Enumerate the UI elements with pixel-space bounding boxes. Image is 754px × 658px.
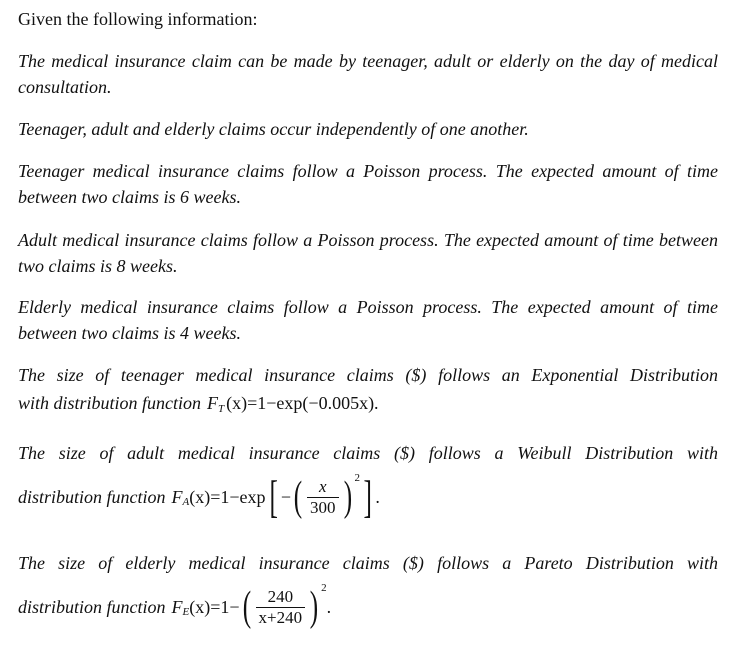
adult-right-paren: ) (343, 474, 352, 520)
adult-formula-fn: F (171, 486, 183, 507)
teenager-size-line1: The size of teenager medical insurance claims ($) follows an Exponential Distribution (18, 365, 718, 385)
adult-distribution-formula (18, 470, 380, 524)
adult-fraction-denominator: 300 (307, 497, 339, 518)
paragraph-claim-timing: The medical insurance claim can be made by teenager, adult or elderly on the day of medical consultation. (18, 51, 718, 97)
adult-fraction-numerator: x (318, 476, 327, 496)
teenager-formula-lead: with distribution function (18, 393, 202, 413)
adult-left-bracket: [ (268, 471, 278, 522)
teenager-formula-sub: T (218, 402, 225, 415)
teenager-formula-fn: F (207, 393, 219, 413)
elderly-formula-eq: (x)=1− (189, 596, 240, 617)
adult-fraction (307, 477, 339, 518)
adult-formula-eq: (x)=1−exp (189, 486, 266, 507)
adult-formula-minus: − (280, 486, 292, 507)
adult-formula-sub: A (182, 496, 190, 508)
elderly-distribution-formula (18, 580, 331, 634)
adult-right-bracket: ] (363, 471, 372, 522)
teenager-formula-rest: (x)=1−exp(−0.005x). (226, 393, 379, 413)
paragraph-elderly-poisson: Elderly medical insurance claims follow a Poisson process. The expected amount of time between two claims is 4 weeks. (18, 297, 718, 343)
elderly-formula-lead: distribution function (18, 596, 166, 617)
paragraph-teenager-poisson: Teenager medical insurance claims follow a Poisson process. The expected amount of time between two claims is 6 weeks. (18, 161, 718, 207)
adult-size-line1: The size of adult medical insurance claims ($) follows a Weibull Distribution with (18, 443, 718, 463)
elderly-formula-sub: E (182, 606, 190, 618)
elderly-fraction-denominator: x+240 (256, 607, 306, 628)
elderly-formula-fn: F (171, 596, 183, 617)
elderly-exponent: 2 (321, 582, 327, 594)
adult-left-paren: ( (293, 474, 303, 520)
paragraph-independence: Teenager, adult and elderly claims occur independently of one another. (18, 119, 529, 139)
adult-formula-lead: distribution function (18, 486, 166, 507)
paragraph-adult-poisson: Adult medical insurance claims follow a Poisson process. The expected amount of time between two claims is 8 weeks. (18, 230, 718, 276)
elderly-size-line1: The size of elderly medical insurance claims ($) follows a Pareto Distribution with (18, 553, 718, 573)
elderly-left-paren: ( (242, 584, 251, 630)
intro-text: Given the following information: (18, 9, 258, 29)
teenager-distribution-formula (18, 393, 379, 414)
elderly-fraction-numerator: 240 (267, 586, 294, 606)
elderly-right-paren: ) (309, 584, 319, 630)
elderly-fraction (256, 587, 306, 628)
adult-formula-end: . (375, 486, 380, 507)
adult-exponent: 2 (354, 472, 361, 484)
elderly-formula-end: . (326, 596, 332, 617)
